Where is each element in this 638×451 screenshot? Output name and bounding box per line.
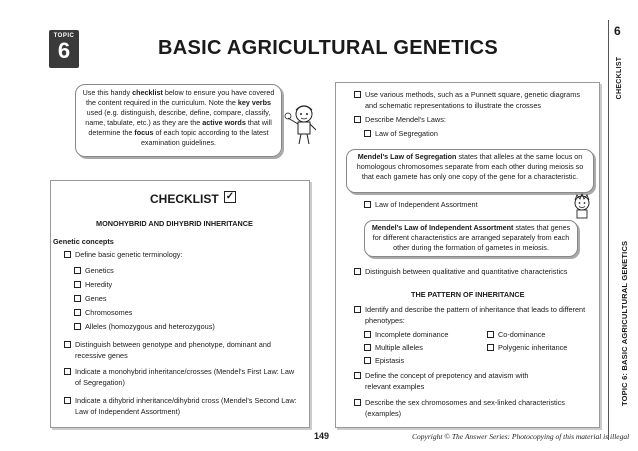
intro-bold: focus <box>134 128 154 137</box>
section-heading: THE PATTERN OF INHERITANCE <box>411 290 525 299</box>
checkbox-icon[interactable] <box>354 268 361 275</box>
intro-text: below to ensure you have covered the content required in the curriculum. Note the <box>86 88 275 107</box>
checklist-item[interactable]: Define the concept of prepotency and atavism with relevant examples <box>354 371 554 392</box>
checkbox-icon[interactable] <box>364 357 371 364</box>
topic-badge <box>49 30 79 68</box>
section-heading: MONOHYBRID AND DIHYBRID INHERITANCE <box>96 219 253 228</box>
checklist-item[interactable]: Distinguish between qualitative and quantitative characteristics <box>354 267 594 278</box>
checklist-item[interactable]: Indicate a monohybrid inheritance/crosses (Mendel's First Law: Law of Segregation) <box>64 367 300 388</box>
page-title: BASIC AGRICULTURAL GENETICS <box>158 37 498 59</box>
checklist-item[interactable]: Indicate a dihybrid inheritance/dihybrid cross (Mendel's Second Law: Law of Independent Assortment) <box>64 396 300 417</box>
checkbox-icon[interactable] <box>487 344 494 351</box>
definition-term: Mendel's Law of Independent Assortment <box>371 223 514 232</box>
checklist-subitem[interactable]: Heredity <box>74 280 294 291</box>
checklist-heading: CHECKLIST <box>150 192 219 206</box>
topic-badge-word: TOPIC <box>53 33 75 39</box>
definition-term: Mendel's Law of Segregation <box>357 152 457 161</box>
definition-box-segregation <box>346 149 594 193</box>
checklist-subitem[interactable]: Co-dominance <box>487 330 587 341</box>
definition-text: states that genes for different characteristics are arranged separately from each other during the formation of gametes in meiosis. <box>372 223 571 252</box>
checkbox-icon[interactable] <box>74 323 81 330</box>
intro-bold: checklist <box>132 88 163 97</box>
checklist-item[interactable]: Distinguish between genotype and phenotype, dominant and recessive genes <box>64 340 300 361</box>
checkbox-icon[interactable] <box>364 344 371 351</box>
checklist-item[interactable]: Use various methods, such as a Punnett square, genetic diagrams and schematic representations to illustrate the crosses <box>354 90 594 111</box>
cartoon-kid-illustration <box>568 193 596 219</box>
checkmark-box-icon: ✓ <box>225 191 235 202</box>
checkbox-icon[interactable] <box>364 201 371 208</box>
checklist-subitem[interactable]: Law of Segregation <box>364 129 584 140</box>
intro-text: that will determine the <box>88 118 272 137</box>
intro-text: of each topic according to the latest examination guidelines. <box>140 128 269 147</box>
checklist-subitem[interactable]: Polygenic inheritance <box>487 343 592 354</box>
checkbox-icon[interactable] <box>64 251 71 258</box>
cartoon-kid-illustration <box>284 102 320 146</box>
checkbox-icon[interactable] <box>354 306 361 313</box>
side-topic-label: TOPIC 6: BASIC AGRICULTURAL GENETICS <box>620 240 629 406</box>
checklist-item[interactable]: Identify and describe the pattern of inheritance that leads to different phenotypes: <box>354 305 594 326</box>
checklist-subitem[interactable]: Law of Independent Assortment <box>364 200 564 211</box>
checkbox-icon[interactable] <box>364 331 371 338</box>
intro-bold: key verbs <box>237 98 271 107</box>
checklist-subitem[interactable]: Alleles (homozygous and heterozygous) <box>74 322 294 333</box>
checklist-subitem[interactable]: Epistasis <box>364 356 474 367</box>
checkbox-icon[interactable] <box>64 368 71 375</box>
checkbox-icon[interactable] <box>354 116 361 123</box>
checklist-item[interactable]: Describe Mendel's Laws: <box>354 115 594 126</box>
intro-box <box>75 84 282 157</box>
checklist-subitem[interactable]: Multiple alleles <box>364 343 474 354</box>
checkbox-icon[interactable] <box>354 399 361 406</box>
checkbox-icon[interactable] <box>64 397 71 404</box>
checklist-subitem[interactable]: Genes <box>74 294 294 305</box>
definition-box-independent-assortment <box>364 220 578 257</box>
checklist-subitem[interactable]: Genetics <box>74 266 294 277</box>
intro-text: used (e.g. distinguish, describe, define, compare, classify, name, tabulate, etc.) as they are the <box>85 108 271 127</box>
checkbox-icon[interactable] <box>354 91 361 98</box>
intro-text: Use this handy <box>82 88 133 97</box>
checkbox-icon[interactable] <box>74 295 81 302</box>
side-divider <box>608 20 609 440</box>
copyright-notice: Copyright © The Answer Series: Photocopying of this material is illegal <box>412 432 630 441</box>
side-checklist-label: CHECKLIST <box>616 56 623 100</box>
checkbox-icon[interactable] <box>64 341 71 348</box>
checklist-item[interactable]: Define basic genetic terminology: <box>64 250 304 261</box>
page-number: 149 <box>314 431 330 441</box>
side-topic-number: 6 <box>614 24 621 38</box>
checkbox-icon[interactable] <box>487 331 494 338</box>
checklist-subitem[interactable]: Incomplete dominance <box>364 330 474 341</box>
checkbox-icon[interactable] <box>74 267 81 274</box>
intro-bold: active words <box>202 118 246 127</box>
checkbox-icon[interactable] <box>364 130 371 137</box>
checklist-item[interactable]: Describe the sex chromosomes and sex-linked characteristics (examples) <box>354 398 594 419</box>
subsection-heading: Genetic concepts <box>53 237 114 246</box>
checkbox-icon[interactable] <box>354 372 361 379</box>
checkbox-icon[interactable] <box>74 309 81 316</box>
topic-badge-number: 6 <box>57 38 71 63</box>
checklist-subitem[interactable]: Chromosomes <box>74 308 294 319</box>
definition-text: states that alleles at the same locus on homologous chromosomes separate from each other during meiosis so that each gamete has only one copy of the gene for a characteristic. <box>356 152 584 181</box>
checkbox-icon[interactable] <box>74 281 81 288</box>
